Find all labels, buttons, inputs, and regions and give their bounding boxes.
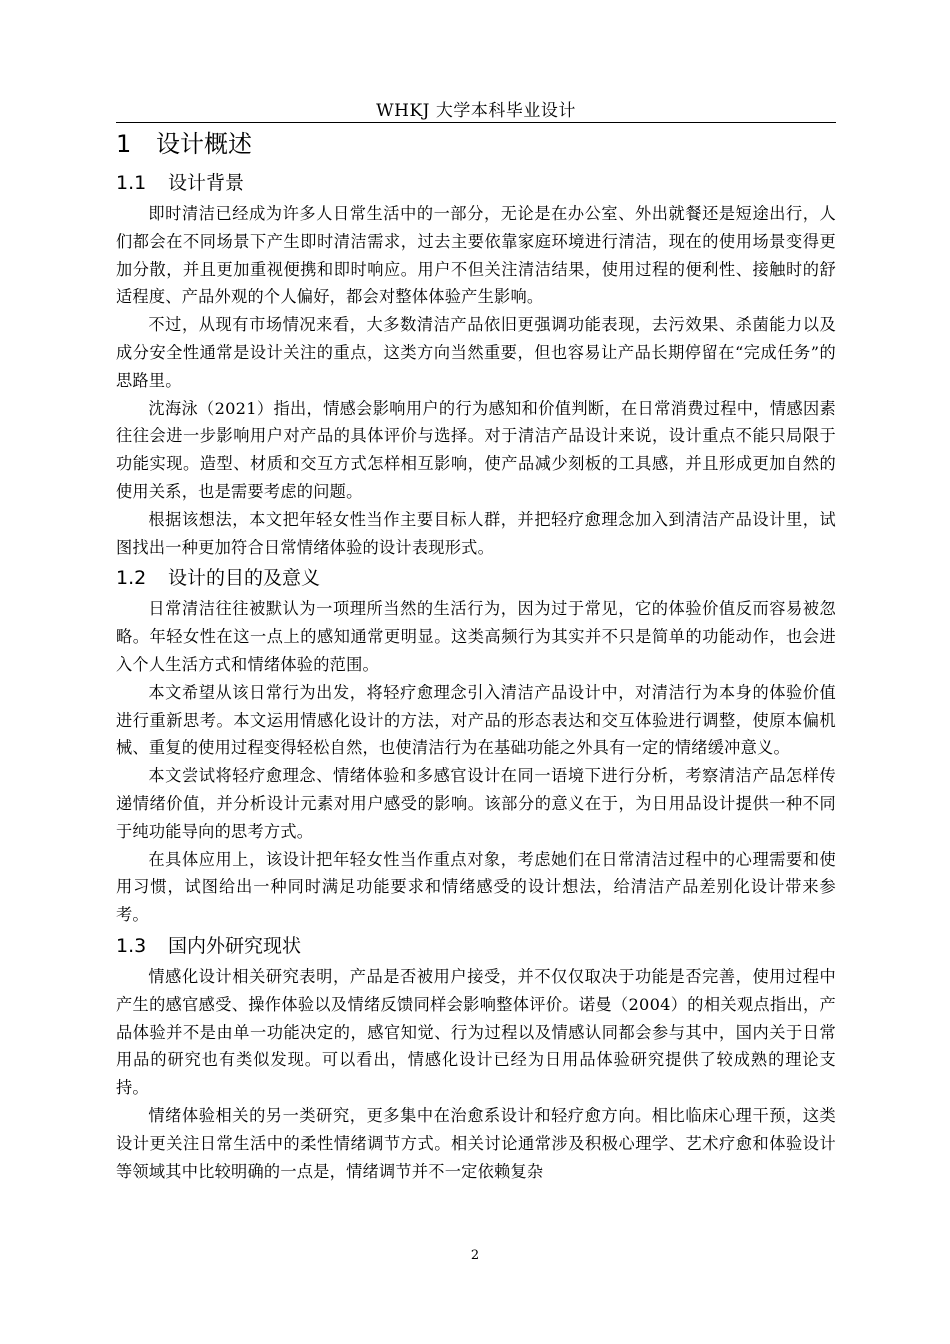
paragraph: 本文尝试将轻疗愈理念、情绪体验和多感官设计在同一语境下进行分析，考察清洁产品怎样传递情绪价值，并分析设计元素对用户感受的影响。该部分的意义在于，为日用品设计提供一种不同于纯功能导向的思考方式。: [116, 766, 836, 841]
chapter-title: 设计概述: [156, 130, 252, 158]
section-number: 1.1: [116, 172, 147, 194]
paragraph: 情绪体验相关的另一类研究，更多集中在治愈系设计和轻疗愈方向。相比临床心理干预，这类设计更关注日常生活中的柔性情绪调节方式。相关讨论通常涉及积极心理学、艺术疗愈和体验设计等领域其中比较明确的一点是，情绪调节并不一定依赖复杂: [116, 1105, 836, 1181]
paragraph: 即时清洁已经成为许多人日常生活中的一部分，无论是在办公室、外出就餐还是短途出行，人们都会在不同场景下产生即时清洁需求，过去主要依靠家庭环境进行清洁，现在的使用场景变得更加分散，并且更加重视便携和即时响应。用户不但关注清洁结果，使用过程的便利性、接触时的舒适程度、产品外观的个人偏好，都会对整体体验产生影响。: [116, 204, 836, 307]
paragraph: 沈海泳（2021）指出，情感会影响用户的行为感知和价值判断，在日常消费过程中，情感因素往往会进一步影响用户对产品的具体评价与选择。对于清洁产品设计来说，设计重点不能只局限于功能实现。造型、材质和交互方式怎样相互影响，使产品减少刻板的工具感，并且形成更加自然的使用关系，也是需要考虑的问题。: [116, 398, 836, 501]
paragraph: 情感化设计相关研究表明，产品是否被用户接受，并不仅仅取决于功能是否完善，使用过程中产生的感官感受、操作体验以及情绪反馈同样会影响整体评价。诺曼（2004）的相关观点指出，产品体验并不是由单一功能决定的，感官知觉、行为过程以及情感认同都会参与其中，国内关于日常用品的研究也有类似发现。可以看出，情感化设计已经为日用品体验研究提供了较成熟的理论支持。: [116, 966, 836, 1098]
section: [116, 561, 836, 929]
header-rule: [116, 122, 836, 123]
chapter-heading: [116, 124, 836, 166]
page-content: [116, 124, 836, 1185]
running-header: WHKJ 大学本科毕业设计: [376, 101, 576, 121]
section: [116, 166, 836, 561]
paragraph: 本文希望从该日常行为出发，将轻疗愈理念引入清洁产品设计中，对清洁行为本身的体验价值进行重新思考。本文运用情感化设计的方法，对产品的形态表达和交互体验进行调整，使原本偏机械、重复的使用过程变得轻松自然，也使清洁行为在基础功能之外具有一定的情绪缓冲意义。: [116, 682, 836, 758]
section-number: 1.2: [116, 567, 147, 590]
paragraph: 在具体应用上，该设计把年轻女性当作重点对象，考虑她们在日常清洁过程中的心理需要和使用习惯，试图给出一种同时满足功能要求和情绪感受的设计想法，给清洁产品差别化设计带来参考。: [116, 849, 836, 925]
page-number: 2: [470, 1248, 480, 1263]
section-title: 设计背景: [168, 172, 245, 194]
section-heading: [116, 561, 836, 595]
paragraph: 日常清洁往往被默认为一项理所当然的生活行为，因为过于常见，它的体验价值反而容易被忽略。年轻女性在这一点上的感知通常更明显。这类高频行为其实并不只是简单的功能动作，也会进入个人生活方式和情绪体验的范围。: [116, 599, 836, 674]
section-heading: [116, 929, 836, 963]
section-title: 设计的目的及意义: [168, 567, 321, 590]
section-title: 国内外研究现状: [168, 934, 302, 957]
chapter-number: 1: [116, 130, 132, 158]
paragraph: 不过，从现有市场情况来看，大多数清洁产品依旧更强调功能表现，去污效果、杀菌能力以及成分安全性通常是设计关注的重点，这类方向当然重要，但也容易让产品长期停留在“完成任务”的思路里。: [116, 315, 836, 390]
paragraph: 根据该想法，本文把年轻女性当作主要目标人群，并把轻疗愈理念加入到清洁产品设计里，试图找出一种更加符合日常情绪体验的设计表现形式。: [116, 509, 836, 557]
section-number: 1.3: [116, 934, 147, 957]
section-heading: [116, 166, 836, 200]
section: [116, 929, 836, 1185]
